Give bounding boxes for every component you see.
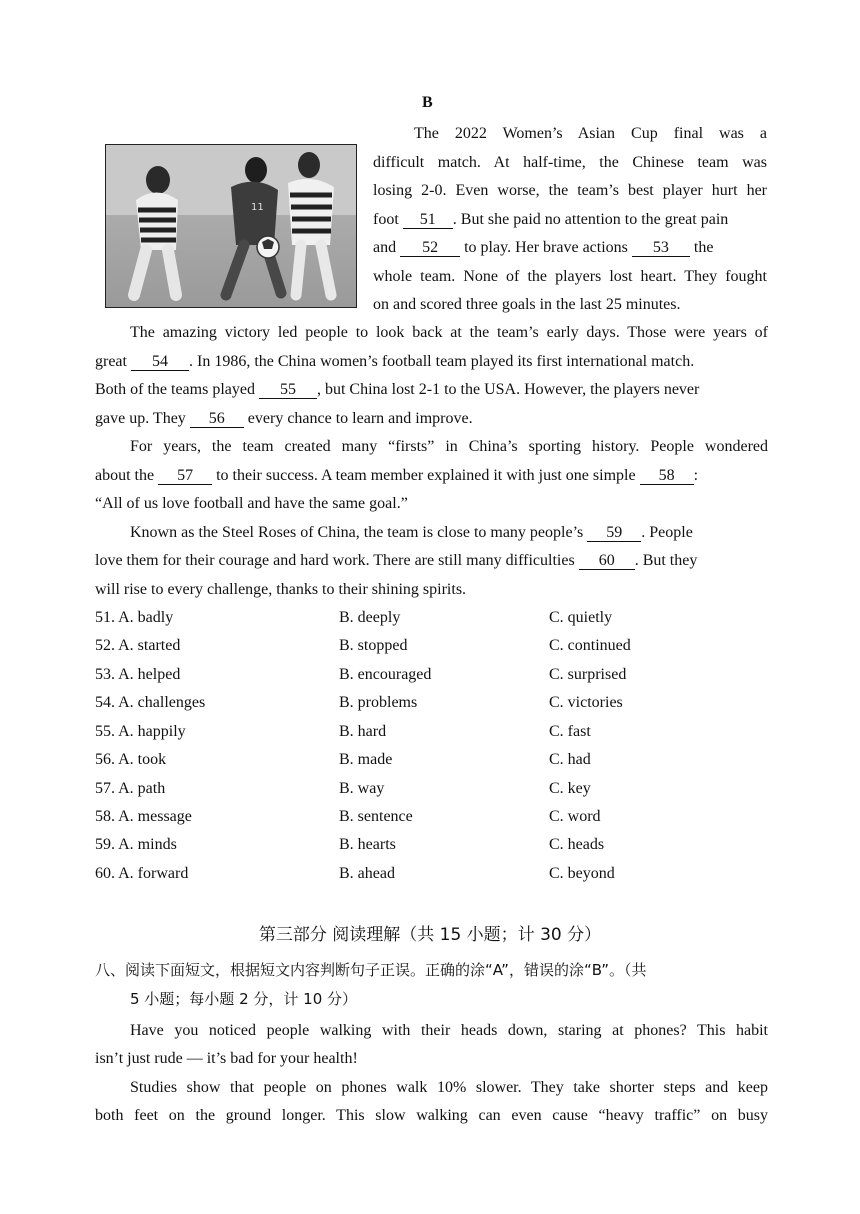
option-56-b[interactable]: B. made: [339, 751, 393, 768]
text: :: [693, 467, 699, 484]
text: . But she paid no attention to the great pain: [452, 211, 729, 228]
option-59-c[interactable]: C. heads: [549, 836, 605, 853]
svg-text:11: 11: [251, 202, 264, 213]
p1-line-3: losing 2-0. Even worse, the team’s best player hurt her: [373, 182, 767, 199]
option-52-a[interactable]: 52. A. started: [95, 637, 181, 654]
p1-line-2: difficult match. At half-time, the Chinese team was: [373, 154, 767, 171]
option-51-b[interactable]: B. deeply: [339, 609, 401, 626]
p1-line-7: on and scored three goals in the last 25 minutes.: [373, 296, 681, 313]
p3-line-1: For years, the team created many “firsts” in China’s sporting history. People wondered: [130, 438, 768, 455]
blank-59[interactable]: 59: [587, 525, 641, 542]
option-55-b[interactable]: B. hard: [339, 723, 387, 740]
option-58-a[interactable]: 58. A. message: [95, 808, 192, 825]
option-55-c[interactable]: C. fast: [549, 723, 591, 740]
text: to their success. A team member explained it with just one simple: [212, 467, 640, 484]
p1-line-1: The 2022 Women’s Asian Cup final was a: [414, 125, 767, 142]
option-60-a[interactable]: 60. A. forward: [95, 865, 189, 882]
option-57-b[interactable]: B. way: [339, 780, 385, 797]
p1-line-5: [373, 238, 767, 258]
text: . In 1986, the China women’s football team played its first international match.: [188, 353, 695, 370]
option-51-c[interactable]: C. quietly: [549, 609, 613, 626]
text: about the: [95, 467, 159, 484]
option-56-a[interactable]: 56. A. took: [95, 751, 167, 768]
text: foot: [373, 211, 403, 228]
option-59-b[interactable]: B. hearts: [339, 836, 396, 853]
p3-line-3: “All of us love football and have the same goal.”: [95, 495, 408, 512]
option-53-c[interactable]: C. surprised: [549, 666, 627, 683]
option-58-c[interactable]: C. word: [549, 808, 601, 825]
blank-56[interactable]: 56: [190, 411, 244, 428]
option-52-b[interactable]: B. stopped: [339, 637, 408, 654]
option-56-c[interactable]: C. had: [549, 751, 591, 768]
option-55-a[interactable]: 55. A. happily: [95, 723, 186, 740]
option-60-b[interactable]: B. ahead: [339, 865, 395, 882]
option-54-c[interactable]: C. victories: [549, 694, 623, 711]
text: the: [689, 239, 714, 256]
text: . People: [641, 524, 693, 541]
text: Known as the Steel Roses of China, the team is close to many people’s: [130, 524, 588, 541]
blank-55[interactable]: 55: [259, 382, 317, 399]
text: to play. Her brave actions: [460, 239, 632, 256]
p2-line-3: [95, 380, 699, 400]
instruction-line-2: 5 小题；每小题 2 分，计 10 分）: [130, 990, 358, 1008]
option-57-c[interactable]: C. key: [549, 780, 591, 797]
text: love them for their courage and hard work. There are still many difficulties: [95, 552, 579, 569]
text: great: [95, 353, 131, 370]
p3-line-2: [95, 466, 698, 486]
option-54-b[interactable]: B. problems: [339, 694, 418, 711]
p2-line-4: [95, 409, 473, 429]
instruction-line-1: 八、阅读下面短文，根据短文内容判断句子正误。正确的涂“A”，错误的涂“B”。（共: [95, 961, 647, 979]
part3-p2-line-2: both feet on the ground longer. This slow walking can even cause “heavy traffic” on busy: [95, 1107, 768, 1124]
blank-51[interactable]: 51: [403, 212, 453, 229]
section-title: 第三部分 阅读理解（共 15 小题；计 30 分）: [258, 925, 602, 945]
p4-line-3: will rise to every challenge, thanks to their shining spirits.: [95, 581, 467, 598]
option-57-a[interactable]: 57. A. path: [95, 780, 166, 797]
passage-heading: B: [422, 94, 433, 111]
p2-line-2: [95, 352, 694, 372]
option-52-c[interactable]: C. continued: [549, 637, 631, 654]
option-53-a[interactable]: 53. A. helped: [95, 666, 181, 683]
blank-52[interactable]: 52: [400, 240, 460, 257]
text: . But they: [634, 552, 698, 569]
p1-line-4: [373, 210, 767, 230]
option-60-c[interactable]: C. beyond: [549, 865, 615, 882]
text: gave up. They: [95, 410, 190, 427]
p2-line-1: The amazing victory led people to look back at the team’s early days. Those were years of: [130, 324, 768, 341]
option-53-b[interactable]: B. encouraged: [339, 666, 432, 683]
text: , but China lost 2-1 to the USA. However, the players never: [316, 381, 700, 398]
option-54-a[interactable]: 54. A. challenges: [95, 694, 206, 711]
option-58-b[interactable]: B. sentence: [339, 808, 413, 825]
text: every chance to learn and improve.: [243, 410, 473, 427]
p1-line-6: whole team. None of the players lost heart. They fought: [373, 268, 767, 285]
blank-54[interactable]: 54: [131, 354, 189, 371]
part3-p1-line-1: Have you noticed people walking with their heads down, staring at phones? This habit: [130, 1022, 768, 1039]
option-51-a[interactable]: 51. A. badly: [95, 609, 174, 626]
blank-53[interactable]: 53: [632, 240, 690, 257]
blank-58[interactable]: 58: [640, 468, 694, 485]
text: Both of the teams played: [95, 381, 259, 398]
p4-line-2: [95, 551, 697, 571]
text: and: [373, 239, 401, 256]
blank-57[interactable]: 57: [158, 468, 212, 485]
part3-p2-line-1: Studies show that people on phones walk 10% slower. They take shorter steps and keep: [130, 1079, 768, 1096]
blank-60[interactable]: 60: [579, 553, 635, 570]
option-59-a[interactable]: 59. A. minds: [95, 836, 177, 853]
p4-line-1: [130, 523, 693, 543]
football-match-photo: [105, 144, 357, 308]
part3-p1-line-2: isn’t just rude — it’s bad for your health!: [95, 1050, 358, 1067]
